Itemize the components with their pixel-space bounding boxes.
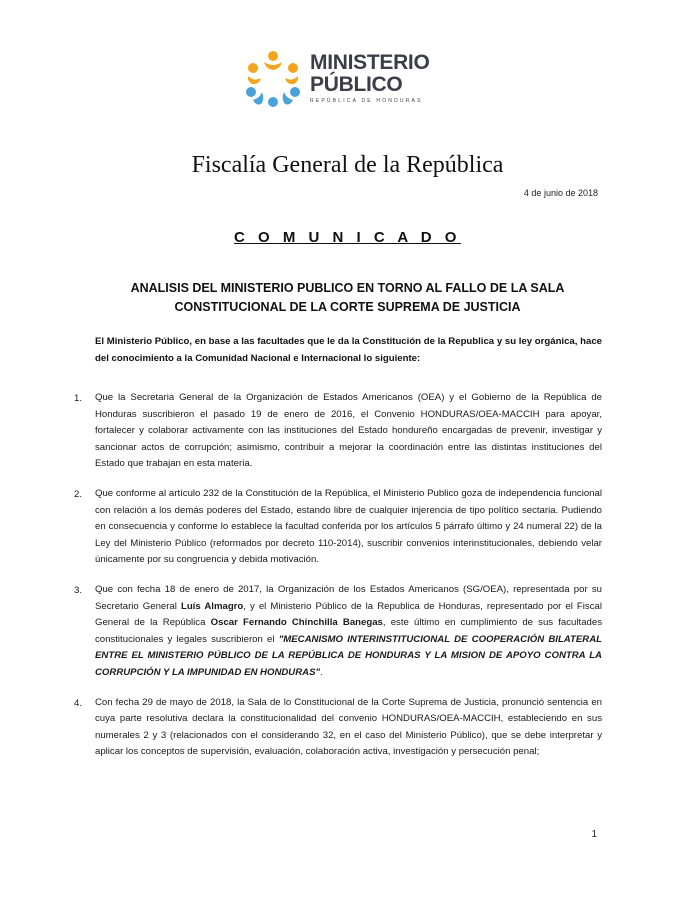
intro-paragraph: El Ministerio Público, en base a las facultades que le da la Constitución de la Republica y su ley orgánica, hace del conocimiento a la Comunidad Nacional e Internacional lo siguiente: [95, 336, 602, 364]
list-item-text [95, 582, 602, 682]
list-item [70, 582, 602, 682]
list-item [70, 390, 602, 473]
ministerio-publico-logo [242, 48, 442, 110]
headline: ANALISIS DEL MINISTERIO PUBLICO EN TORNO AL FALLO DE LA SALA CONSTITUCIONAL DE LA CORTE SUPREMA DE JUSTICIA [130, 281, 565, 314]
logo-text-publico: PÚBLICO [310, 73, 403, 96]
people-circle-icon [242, 48, 304, 110]
list-item-text [95, 695, 602, 761]
text-run: Que la Secretaria General de la Organización de Estados Americanos (OEA) y el Gobierno de la República de Honduras suscribieron el pasado 19 de enero de 2016, el Convenio HONDURAS/OEA-MACCIH para apoyar, fortalecer y colaborar activamente con las instituciones del Estado hondureño encargadas de prevenir, investigar y sancionar actos de corrupción; asimismo, contribuir a mejorar la coordinación entre las distintas instituciones del Estado que trabajan en esta materia. [95, 392, 602, 470]
logo-text-ministerio: MINISTERIO [310, 51, 430, 74]
list-item-number: 1. [74, 393, 83, 404]
text-run: Con fecha 29 de mayo de 2018, la Sala de lo Constitucional de la Corte Suprema de Justicia, pronunció sentencia en cuya parte resolutiva declara la constitucionalidad del convenio HONDURAS/OEA-MACCIH, estableciendo en sus numerales 2 y 3 (relacionados con el considerando 32, en el caso del Ministerio Público), que se debe interpretar y aplicar los conceptos de supervisión, evaluación, colaboración activa, investigación y persecución penal; [95, 696, 602, 758]
text-run: Oscar Fernando Chinchilla Banegas [210, 617, 383, 629]
list-item-text [95, 390, 602, 473]
numbered-list [70, 390, 602, 774]
office-title: Fiscalía General de la República [191, 152, 504, 178]
text-run: . [320, 666, 323, 678]
list-item-number: 3. [74, 584, 83, 596]
text-run: Que con fecha 18 de enero de 2017, la Organización de los Estados Americanos (SG/OEA), representada por su Secretario General [95, 583, 602, 612]
document-heading: C O M U N I C A D O [234, 229, 461, 246]
list-item [70, 695, 602, 761]
list-item [70, 486, 602, 569]
list-item-number: 2. [74, 488, 83, 500]
text-run: , y el Ministerio Público de la Republica de Honduras, representado por el Fiscal General de la República [95, 600, 602, 629]
page-number: 1 [591, 829, 597, 840]
text-run: , este último en cumplimiento de sus facultades constitucionales y legales suscribieron el [95, 617, 602, 645]
text-run: Que conforme al artículo 232 de la Constitución de la República, el Ministerio Publico goza de independencia funcional con relación a los demás poderes del Estado, estando libre de cualquier injerencia de tipo político sectaria. Pudiendo en consecuencia y conforme lo establece la facultad conferida por los artículos 5 párrafo último y 24 numeral 22) de la Ley del Ministerio Público (reformados por decreto 110-2014), suscribir convenios interinstitucionales, debiendo velar únicamente por su congruencia y debida motivación. [95, 487, 602, 566]
document-date: 4 de junio de 2018 [523, 188, 598, 198]
list-item-number: 4. [74, 697, 83, 709]
text-run: "MECANISMO INTERINSTITUCIONAL DE COOPERACIÓN BILATERAL ENTRE EL MINISTERIO PÚBLICO DE LA REPÚBLICA DE HONDURAS Y LA MISION DE APOYO CONTRA LA CORRUPCIÓN Y LA IMPUNIDAD EN HONDURAS" [95, 633, 602, 678]
list-item-text [95, 486, 602, 569]
text-run: Luís Almagro [180, 600, 244, 612]
logo-text-republica: REPÚBLICA DE HONDURAS [310, 98, 423, 104]
